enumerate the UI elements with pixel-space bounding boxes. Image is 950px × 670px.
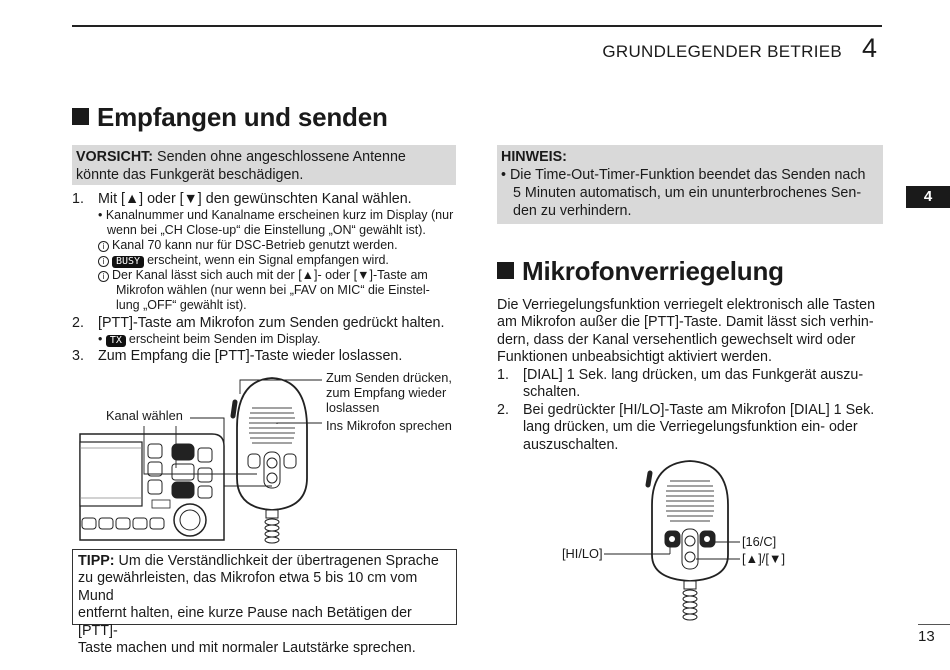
caution-label: VORSICHT: [76,149,154,165]
note-label: HINWEIS: [501,149,567,165]
tx-indicator-icon: TX [106,335,126,347]
step-3: 3. Zum Empfang die [PTT]-Taste wieder loslassen. [72,348,403,364]
step1-note-line: • Kanalnummer und Kanalname erscheinen kurz im Display (nur [98,208,454,222]
note-box: HINWEIS: • Die Time-Out-Timer-Funktion beendet das Senden nach 5 Minuten automatisch, um ein ununterbrochenes Sen- den zu verhindern. [497,145,883,224]
section-title-mic-lock [497,256,784,287]
lock-step-1: 1. [DIAL] 1 Sek. lang drücken, um das Funkgerät auszu- schalten. [497,367,864,401]
step1-info-line: i BUSY erscheint, wenn ein Signal empfangen wird. [98,253,389,268]
page-number: 13 [918,628,935,645]
caution-box [72,145,456,185]
header-rule [72,25,882,27]
step1-info-line: i Kanal 70 kann nur für DSC-Betrieb genutzt werden. [98,238,398,253]
section-square-icon [497,262,514,279]
step-number: 1. [72,191,84,207]
step1-note-line: wenn bei „CH Close-up“ die Einstellung „ON“ gewählt ist). [107,223,426,237]
speak-label: Ins Mikrofon sprechen [326,418,452,433]
hilo-label: [HI/LO] [562,546,603,561]
step1-info-line: i Der Kanal lässt sich auch mit der [▲]- oder [▼]-Taste am [98,268,428,283]
section-title-text: Mikrofonverriegelung [522,256,784,286]
info-icon: i [98,241,109,252]
step-2: 2. [PTT]-Taste am Mikrofon zum Senden gedrückt halten. [72,315,445,331]
ptt-label: Zum Senden drücken, [326,370,452,385]
step2-note-line: • TX erscheint beim Senden im Display. [98,332,321,346]
section-square-icon [72,108,89,125]
info-icon: i [98,271,109,282]
tip-label: TIPP: [78,553,115,569]
chapter-number: 4 [862,33,878,63]
intro-paragraph: Die Verriegelungsfunktion verriegelt elektronisch alle Tasten am Mikrofon außer die [PTT]-Taste. Damit lässt sich verhin- dern, dass der Kanal versehentlich gewechselt wird oder Funktionen unbeabsichtigt aktiviert werden. [497,297,876,366]
section-title-receive-transmit [72,102,388,133]
info-icon: i [98,256,109,267]
page-number-rule [918,624,950,625]
up-down-label: [▲]/[▼] [742,551,786,566]
section-title-text: Empfangen und senden [97,102,388,132]
step-1 [72,191,456,209]
step1-info-line: Mikrofon wählen (nur wenn bei „FAV on MIC“ die Einstel- [116,283,430,297]
ptt-label: zum Empfang wieder [326,385,447,400]
c16-label: [16/C] [742,534,777,549]
step-text: Mit [▲] oder [▼] den gewünschten Kanal wählen. [98,191,412,207]
tip-box: TIPP: Um die Verständlichkeit der übertragenen Sprache zu gewährleisten, das Mikrofon etwa 5 bis 10 cm vom Mund entfernt halten, eine kurze Pause nach Betätigen der [PTT]- Taste machen und mit normaler Lautstärke sprechen. [72,549,457,625]
step1-info-line: lung „OFF“ gewählt ist). [116,298,247,312]
chapter-side-tab[interactable]: 4 [906,186,950,208]
channel-select-label: Kanal wählen [106,408,183,423]
ptt-label: loslassen [326,400,380,415]
chapter-title: GRUNDLEGENDER BETRIEB [602,42,842,61]
busy-indicator-icon: BUSY [112,256,144,268]
lock-step-2: 2. Bei gedrückter [HI/LO]-Taste am Mikrofon [DIAL] 1 Sek. lang drücken, um die Verriegelungsfunktion ein- oder auszuschalten. [497,402,875,453]
caution-text: Senden ohne angeschlossene Antenne könnte das Funkgerät beschädigen. [76,149,406,183]
